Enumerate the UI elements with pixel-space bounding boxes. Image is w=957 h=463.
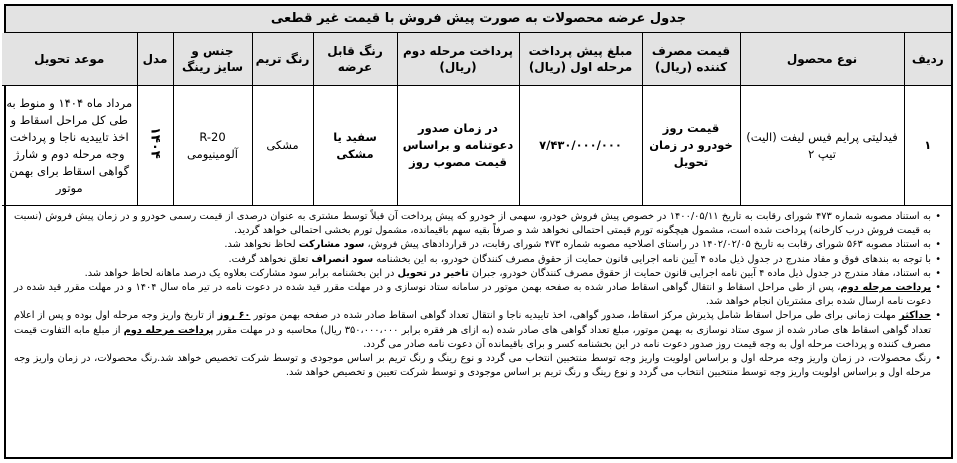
header-second-payment: پرداخت مرحله دوم (ریال) [397, 33, 519, 86]
cell-product: فیدلیتی پرایم فیس لیفت (الیت) تیپ ۲ [740, 86, 904, 206]
note-item: • به استناد مصوبه شماره ۴۷۳ شورای رقابت به تاریخ ۱۴۰۰/۰۵/۱۱ در خصوص پیش فروش خودرو، سهمی از خودرو که پیش پرداخت آن قبلاً توسط مشتری به عنوان درصدی از قیمت رسمی خودرو و در زمان پیش فروش (نسبت به قیمت فروش درب کارخانه) پرداخت شده است، مشمول هیچگونه تورم قیمتی احتمالی نخواهد شد و صرفاً بقیه سهم باقیمانده، مشمول تورم بخشی احتمالی خواهد گردید. [14, 210, 941, 238]
note-item: • به استناد مصوبه ۵۶۳ شورای رقابت به تاریخ ۱۴۰۲/۰۲/۰۵ در راستای اصلاحیه مصوبه شماره ۴۷۳ شورای رقابت، در قراردادهای پیش فروش، سود مشارکت لحاظ نخواهد شد. [14, 238, 941, 252]
header-delivery: موعد تحویل [2, 33, 137, 86]
header-row [2, 33, 951, 86]
header-trim-color: رنگ تریم [252, 33, 313, 86]
table-title: جدول عرضه محصولات به صورت پیش فروش با قیمت غیر قطعی [6, 6, 951, 33]
cell-delivery: مرداد ماه ۱۴۰۴ و منوط به طی کل مراحل اسقاط و اخذ تاییدیه ناجا و پرداخت وجه مرحله دوم و شارژ گواهی اسقاط برای بهمن موتور [2, 86, 137, 206]
header-row-number: ردیف [904, 33, 951, 86]
header-model: مدل [137, 33, 173, 86]
cell-consumer-price: قیمت روز خودرو در زمان تحویل [642, 86, 740, 206]
header-color-offer: رنگ قابل عرضه [313, 33, 397, 86]
presale-table-document [4, 4, 953, 459]
note-item: • با توجه به بندهای فوق و مفاد مندرج در جدول ذیل ماده ۴ آیین نامه اجرایی قانون حمایت از حقوق مصرف کنندگان خودرو، به این بخشنامه سود انصراف تعلق نخواهد گرفت. [14, 253, 941, 267]
cell-prepay-amount: ۷/۴۳۰/۰۰۰/۰۰۰ [519, 86, 642, 206]
cell-row-number: ۱ [904, 86, 951, 206]
header-tire: جنس و سایز رینگ [173, 33, 252, 86]
header-consumer-price: قیمت مصرف کننده (ریال) [642, 33, 740, 86]
note-item: • پرداخت مرحله دوم، پس از طی مراحل اسقاط و انتقال گواهی اسقاط صادر شده به صفحه بهمن موتور در سامانه ستاد نوسازی و در مهلت مقرر قید شده در دعوت نامه در تیر ماه سال ۱۴۰۴ و در مهلت مقرر قید شده در دعوت نامه ارسال شده برای مشتریان انجام خواهد شد. [14, 281, 941, 309]
cell-trim-color: مشکی [252, 86, 313, 206]
note-item: • رنگ محصولات، در زمان واریز وجه مرحله اول و براساس اولویت واریز وجه توسط منتخبین انتخاب می گردد و نوع رینگ و رنگ تریم بر اساس موجودی و توسط شرکت تخصیص خواهد شد.رنگ محصولات، در زمان واریز وجه مرحله اول و براساس اولویت واریز وجه توسط منتخبین انتخاب می گردد و نوع رینگ و رنگ تریم بر اساس موجودی و توسط شرکت تعیین و تخصیص خواهد شد. [14, 352, 941, 380]
header-product: نوع محصول [740, 33, 904, 86]
cell-tire: R-20 آلومینیومی [173, 86, 252, 206]
products-table [2, 33, 951, 206]
model-year: ۱۴۰۴ [147, 127, 163, 159]
note-item: • به استناد، مفاد مندرج در جدول ذیل ماده ۴ آیین نامه اجرایی قانون حمایت از حقوق مصرف کنندگان خودرو، جبران تاخیر در تحویل در این بخشنامه برابر سود مشارکت بعلاوه یک درصد ماهانه لحاظ خواهد شد. [14, 267, 941, 281]
header-prepay-amount: مبلغ پیش پرداخت مرحله اول (ریال) [519, 33, 642, 86]
note-item: • حداکثر مهلت زمانی برای طی مراحل اسقاط شامل پذیرش مرکز اسقاط، صدور گواهی، اخذ تاییدیه ناجا و انتقال تعداد گواهی اسقاط صادر شده در صفحه بهمن موتور ۶۰ روز از تاریخ واریز وجه مرحله اول بوده و پس از اعلام تعداد گواهی اسقاط های صادر شده از سوی ستاد نوسازی به بهمن موتور، مبلغ تعداد گواهی های صادر شده (به ازای هر فقره برابر ۳۵۰،۰۰۰،۰۰۰ ریال) محاسبه و در مهلت مقرر پرداخت مرحله دوم از مبلغ مابه التفاوت قیمت مصرف کننده و پرداخت مرحله اول به وجه قیمت روز صدور دعوت نامه در این بخشنامه کسر و برای باقیمانده آن دعوت نامه صادر می گردد. [14, 309, 941, 352]
cell-model [137, 86, 173, 206]
notes-section [6, 206, 951, 380]
table-row [2, 86, 951, 206]
cell-color-offer: سفید یا مشکی [313, 86, 397, 206]
cell-second-payment: در زمان صدور دعوتنامه و براساس قیمت مصوب روز [397, 86, 519, 206]
